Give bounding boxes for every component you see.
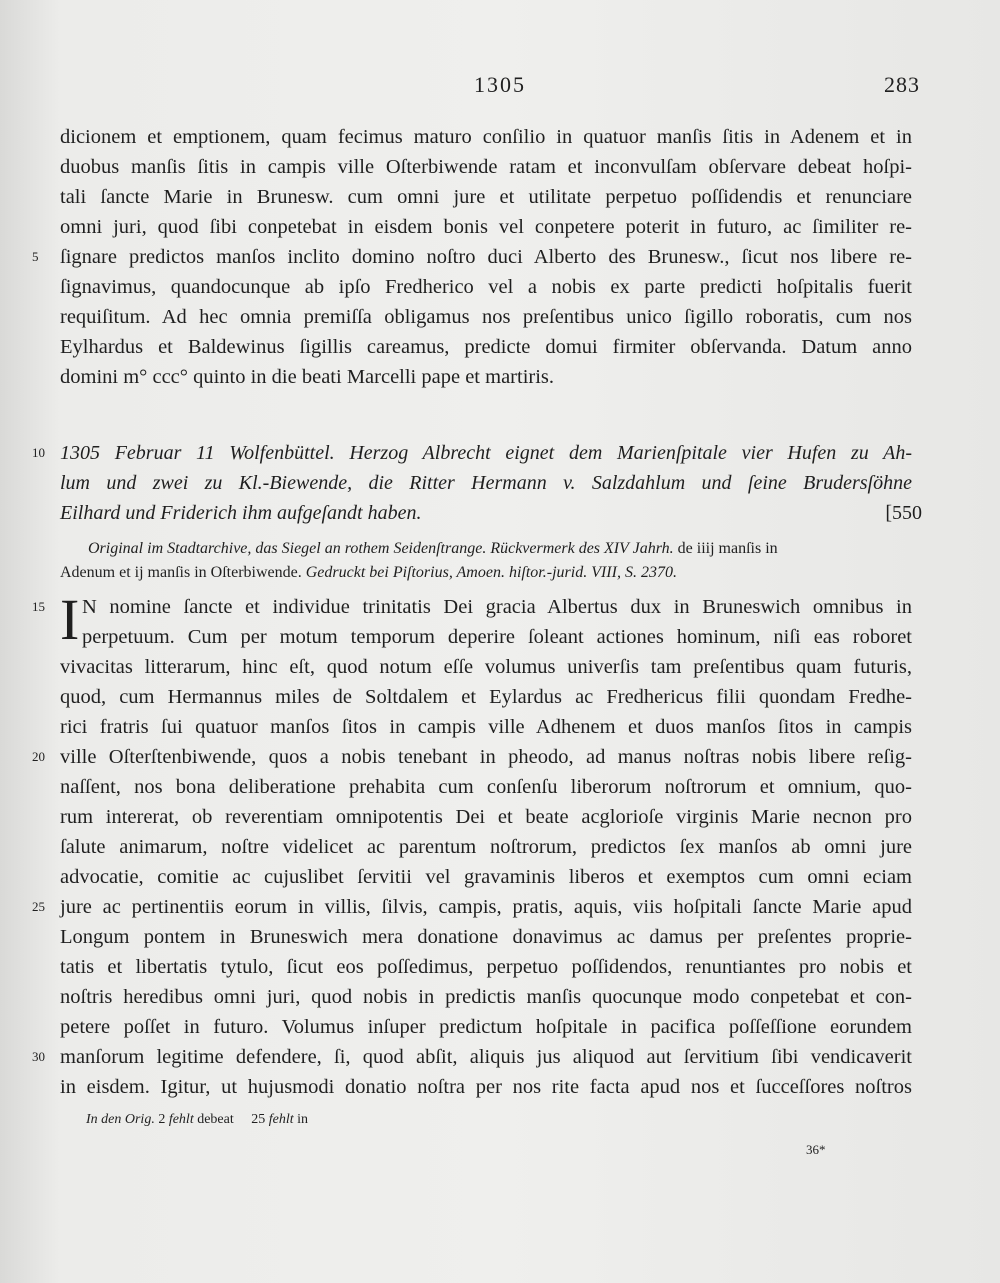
text-line: tali ſancte Marie in Brunesw. cum omni jure et utilitate perpetuo poſſidendis et renunciare <box>60 186 912 208</box>
header-year: 1305 <box>474 72 526 97</box>
source-note-endorsement-cont: Adenum et ij manſis in Oſterbiwende. <box>60 564 302 581</box>
text-line: in eisdem. Igitur, ut hujusmodi donatio noſtra per nos rite facta apud nos et ſucceſſores noſtros <box>60 1076 912 1098</box>
footnote-lead: In den Orig. <box>86 1112 155 1127</box>
footnote-fehlt: fehlt <box>268 1112 294 1127</box>
text-line: ville Oſterſtenbiwende, quos a nobis tenebant in pheodo, ad manus noſtras nobis libere reſig- <box>60 746 912 768</box>
text-line: requiſitum. Ad hec omnia premiſſa obligamus nos preſentibus unico ſigillo roboratis, cum nos <box>60 306 912 328</box>
text-line: rici fratris ſui quatuor manſos ſitos in campis ville Adhenem et duos manſos ſitos in campis <box>60 716 912 738</box>
text-line: ſignavimus, quandocunque ab ipſo Fredherico vel a nobis ex parte predicti hoſpitalis fuerit <box>60 276 912 298</box>
text-line: duobus manſis ſitis in campis ville Oſterbiwende ratam et inconvulſam obſervare debeat hoſpi- <box>60 156 912 178</box>
printer-signature: 36* <box>806 1142 826 1157</box>
footnote-fehlt: fehlt <box>168 1112 194 1127</box>
footnote-line-ref: 25 <box>251 1112 266 1127</box>
text-line: petere poſſet in futuro. Volumus inſuper predictum hoſpitale in pacifica poſſeſſione eorundem <box>60 1016 912 1038</box>
line-number: 30 <box>32 1049 45 1064</box>
page-number: 283 <box>884 72 920 97</box>
source-note-archive: Original im Stadtarchive, das Siegel an rothem Seidenſtrange. Rückvermerk des XIV Jahrh. <box>88 540 674 557</box>
line-number: 5 <box>32 249 39 264</box>
text-line: tatis et libertatis tytulo, ſicut eos poſſedimus, perpetuo poſſidendos, renuntiantes pro nobis et <box>60 956 912 978</box>
footnote-word: in <box>297 1112 309 1127</box>
text-line: advocatie, comitie ac cujuslibet ſervitii vel gravaminis liberos et exemptos cum omni eciam <box>60 866 912 888</box>
text-line: Eylhardus et Baldewinus ſigillis careamus, predicte domui firmiter obſervanda. Datum anno <box>60 336 912 358</box>
footnote-word: debeat <box>197 1112 234 1127</box>
text-line: Longum pontem in Bruneswich mera donatione donavimus ac damus per preſentes proprie- <box>60 926 912 948</box>
text-line: ſalute animarum, noſtre videlicet ac parentum noſtrorum, predictos ſex manſos ab omni jure <box>60 836 912 858</box>
footnote-line-ref: 2 <box>158 1112 166 1127</box>
text-line: naſſent, nos bona deliberatione prehabita cum conſenſu liberorum noſtrorum et omnium, quo- <box>60 776 912 798</box>
source-note-endorsement: de iiij manſis in <box>677 540 778 557</box>
text-line: N nomine ſancte et individue trinitatis Dei gracia Albertus dux in Bruneswich omnibus in <box>82 596 912 618</box>
text-line: domini m° ccc° quinto in die beati Marcelli pape et martiris. <box>60 366 555 388</box>
text-line: omni juri, quod ſibi conpetebat in eisdem bonis vel conpetere poterit in futuro, ac ſimiliter re- <box>60 216 912 238</box>
footnote <box>86 1110 308 1130</box>
source-note-line <box>88 537 912 561</box>
line-number: 25 <box>32 899 45 914</box>
document-number: [550 <box>885 502 922 524</box>
regest-line: Eilhard und Friderich ihm aufgeſandt haben. <box>60 502 422 524</box>
text-line: quod, cum Hermannus miles de Soltdalem et Eylardus ac Fredhericus filii quondam Fredhe- <box>60 686 912 708</box>
text-line: noſtris heredibus omni juri, quod nobis in predictis manſis quocunque modo conpetebat et con- <box>60 986 912 1008</box>
text-line: dicionem et emptionem, quam fecimus maturo conſilio in quatuor manſis ſitis in Adenem et in <box>60 126 912 148</box>
line-number: 15 <box>32 599 45 614</box>
text-line: ſignare predictos manſos inclito domino noſtro duci Alberto des Brunesw., ſicut nos libere re- <box>60 246 912 268</box>
regest-line: lum und zwei zu Kl.-Biewende, die Ritter Hermann v. Salzdahlum und ſeine Brudersſöhne <box>60 472 912 494</box>
text-line: jure ac pertinentiis eorum in villis, ſilvis, campis, pratis, aquis, viis hoſpitali ſancte Marie apud <box>60 896 912 918</box>
text-line: manſorum legitime defendere, ſi, quod abſit, aliquis jus aliquod aut ſervitium ſibi vendicaverit <box>60 1046 912 1068</box>
text-line: rum intererat, ob reverentiam omnipotentis Dei et beate acglorioſe virginis Marie necnon pro <box>60 806 912 828</box>
source-note-printed: Gedruckt bei Piſtorius, Amoen. hiſtor.-jurid. VIII, S. 2370. <box>305 564 677 581</box>
text-line: vivacitas litterarum, hinc eſt, quod notum eſſe volumus univerſis tam preſentibus quam futuris, <box>60 656 912 678</box>
line-number: 20 <box>32 749 45 764</box>
regest-line: 1305 Februar 11 Wolfenbüttel. Herzog Albrecht eignet dem Marienſpitale vier Hufen zu Ah- <box>60 442 912 464</box>
text-line: perpetuum. Cum per motum temporum deperire ſoleant actiones hominum, niſi eas roboret <box>82 626 912 648</box>
source-note-line <box>60 561 912 585</box>
line-number: 10 <box>32 445 45 460</box>
drop-cap-initial: I <box>60 587 80 652</box>
